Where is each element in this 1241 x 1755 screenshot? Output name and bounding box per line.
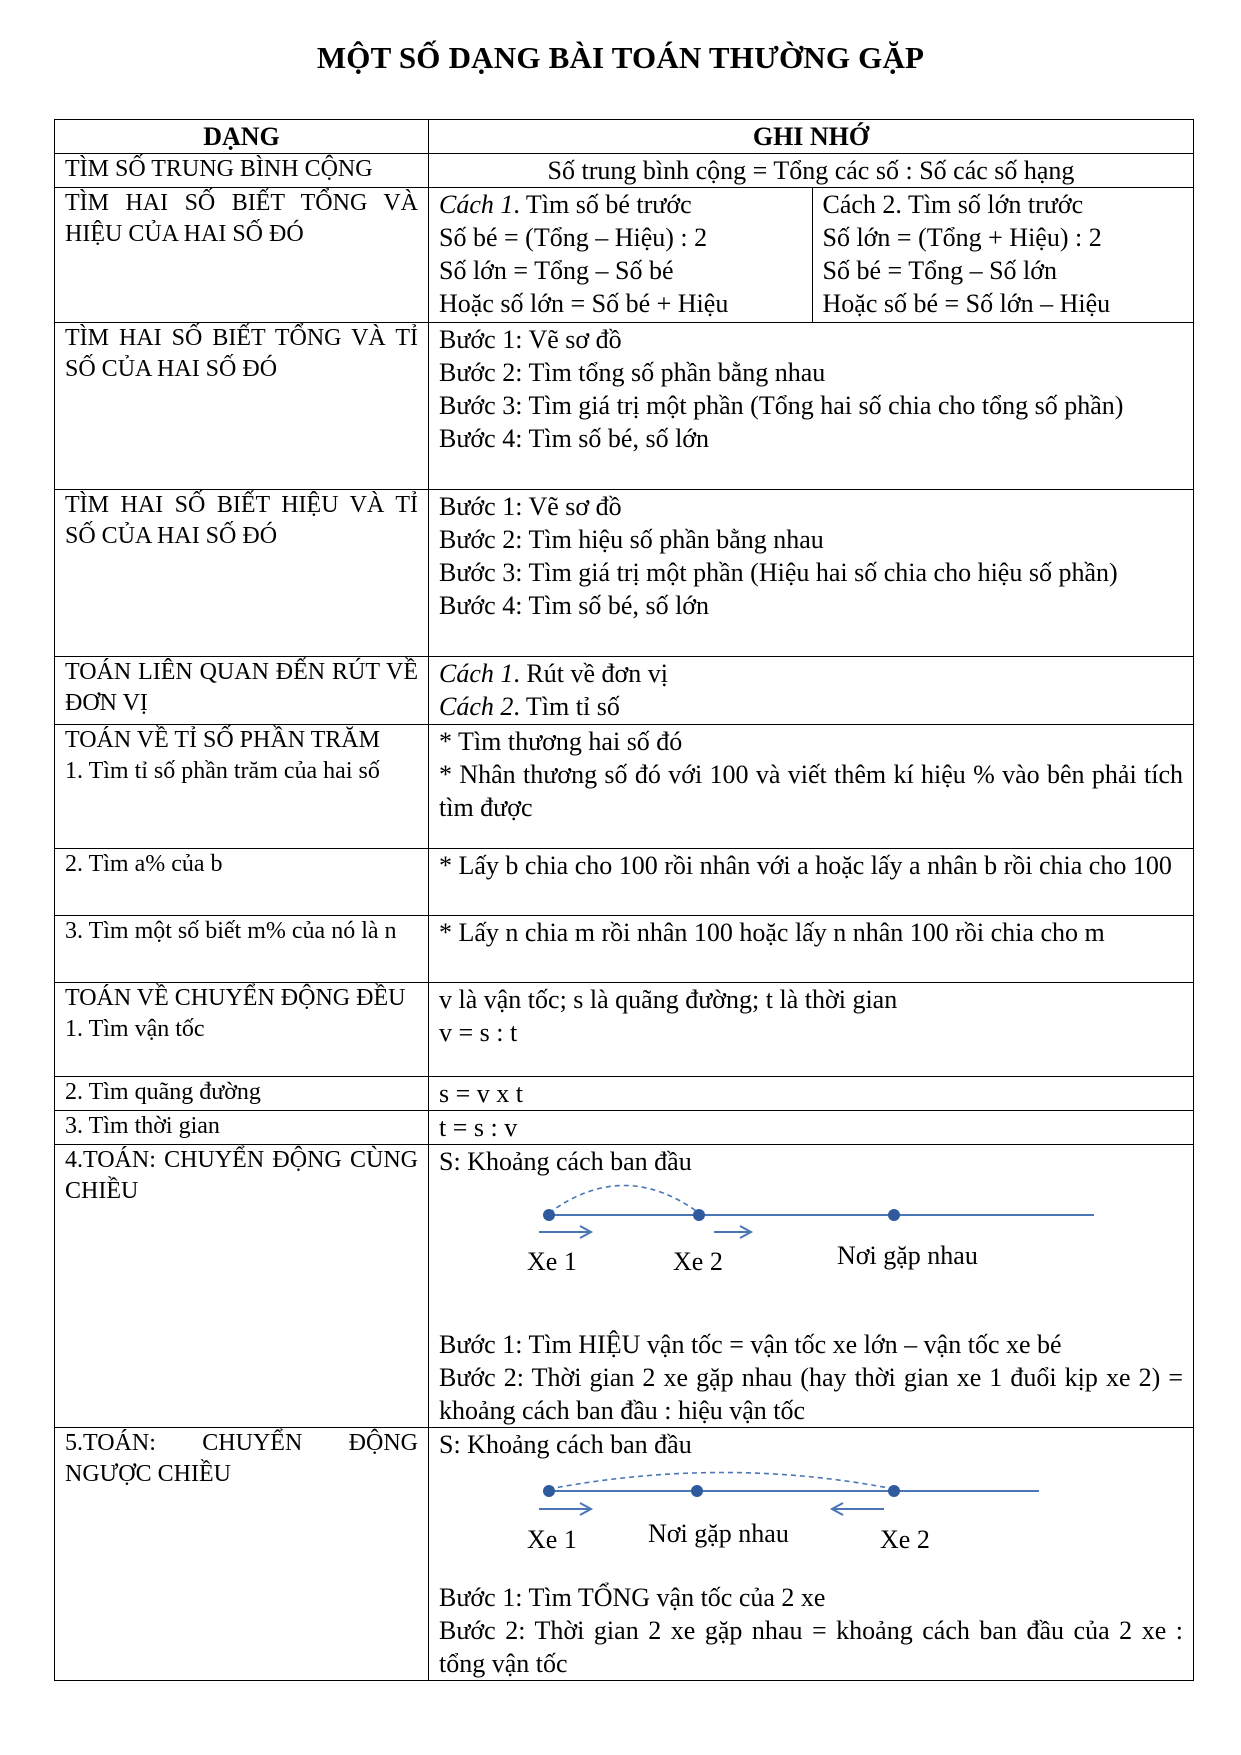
ghi-nho-cell: [429, 188, 1194, 323]
table-row: [55, 154, 1194, 188]
ghi-nho-cell: [429, 725, 1194, 849]
method-1-title: . Tìm số bé trước: [513, 190, 692, 219]
two-methods: [429, 188, 1193, 322]
dang-cell: 2. Tìm a% của b: [55, 849, 429, 916]
label-xe2: Xe 2: [673, 1247, 723, 1276]
label-xe2: Xe 2: [880, 1525, 930, 1554]
dang-cell: 3. Tìm một số biết m% của nó là n: [55, 916, 429, 983]
distance-arc: [549, 1186, 699, 1214]
table-row: [55, 1077, 1194, 1111]
header-ghi-nho: GHI NHỚ: [429, 120, 1194, 154]
table-row: [55, 725, 1194, 849]
arrow-right-icon: [539, 1503, 591, 1515]
ghi-nho-cell: [429, 490, 1194, 657]
distance-note: S: Khoảng cách ban đầu: [439, 1147, 692, 1176]
table-row: [55, 490, 1194, 657]
same-direction-diagram: [439, 1178, 1183, 1328]
summary-table: [54, 119, 1194, 1681]
formula: s = v x t: [429, 1077, 1194, 1111]
page-title: MỘT SỐ DẠNG BÀI TOÁN THƯỜNG GẶP: [316, 40, 925, 75]
xe2-dot: [693, 1209, 705, 1221]
ghi-nho-cell: * Lấy b chia cho 100 rồi nhân với a hoặc lấy a nhân b rồi chia cho 100: [429, 849, 1194, 916]
dang-cell: TÌM SỐ TRUNG BÌNH CỘNG: [55, 154, 429, 188]
dang-cell: [55, 983, 429, 1077]
dang-cell: TÌM HAI SỐ BIẾT TỔNG VÀ TỈ SỐ CỦA HAI SỐ ĐÓ: [55, 323, 429, 490]
table-row: [55, 1428, 1194, 1681]
label-xe1: Xe 1: [527, 1247, 577, 1276]
table-row: [55, 1145, 1194, 1428]
dang-cell: 3. Tìm thời gian: [55, 1111, 429, 1145]
step-2: Bước 2: Tìm hiệu số phần bằng nhau: [439, 525, 824, 554]
method-1-line: Số lớn = Tổng – Số bé: [439, 256, 674, 285]
label-meeting-point: Nơi gặp nhau: [648, 1519, 789, 1548]
ghi-nho-cell: [429, 1428, 1194, 1681]
table-row: [55, 657, 1194, 725]
method-2-label: Cách 2: [439, 692, 514, 721]
ghi-nho-cell: [429, 657, 1194, 725]
dang-heading: TOÁN VỀ CHUYỂN ĐỘNG ĐỀU: [65, 985, 406, 1011]
step-1: Bước 1: Vẽ sơ đồ: [439, 492, 622, 521]
method-1-line: Hoặc số lớn = Số bé + Hiệu: [439, 289, 729, 318]
table-row: [55, 323, 1194, 490]
table-header-row: [55, 120, 1194, 154]
distance-note: S: Khoảng cách ban đầu: [439, 1430, 692, 1459]
table-row: [55, 849, 1194, 916]
dang-subitem: 1. Tìm tỉ số phần trăm của hai số: [65, 758, 380, 784]
ghi-nho-cell: [429, 983, 1194, 1077]
dang-cell: [55, 725, 429, 849]
step-3: Bước 3: Tìm giá trị một phần (Tổng hai số chia cho tổng số phần): [439, 391, 1124, 420]
step-4: Bước 4: Tìm số bé, số lớn: [439, 591, 710, 620]
opposite-direction-diagram: [439, 1461, 1183, 1581]
dang-cell: 4.TOÁN: CHUYỂN ĐỘNG CÙNG CHIỀU: [55, 1145, 429, 1428]
step-2: Bước 2: Tìm tổng số phần bằng nhau: [439, 358, 826, 387]
note-line: * Nhân thương số đó với 100 và viết thêm kí hiệu % vào bên phải tích tìm được: [439, 760, 1183, 822]
diagram-drawing: [439, 1461, 1184, 1581]
method-2-line: Số bé = Tổng – Số lớn: [822, 256, 1058, 285]
step-3: Bước 3: Tìm giá trị một phần (Hiệu hai số chia cho hiệu số phần): [439, 558, 1118, 587]
method-1-label: Cách 1: [439, 190, 514, 219]
formula: v = s : t: [439, 1018, 518, 1047]
dang-cell: TÌM HAI SỐ BIẾT TỔNG VÀ HIỆU CỦA HAI SỐ ĐÓ: [55, 188, 429, 323]
table-row: [55, 1111, 1194, 1145]
ghi-nho-cell: [429, 323, 1194, 490]
step-2: Bước 2: Thời gian 2 xe gặp nhau = khoảng cách ban đầu của 2 xe : tổng vận tốc: [439, 1616, 1183, 1678]
ghi-nho-cell: * Lấy n chia m rồi nhân 100 hoặc lấy n nhân 100 rồi chia cho m: [429, 916, 1194, 983]
xe2-dot: [888, 1485, 900, 1497]
label-meeting-point: Nơi gặp nhau: [837, 1241, 978, 1270]
step-4: Bước 4: Tìm số bé, số lớn: [439, 424, 710, 453]
table-row: [55, 983, 1194, 1077]
dang-cell: TÌM HAI SỐ BIẾT HIỆU VÀ TỈ SỐ CỦA HAI SỐ ĐÓ: [55, 490, 429, 657]
dang-cell: 5.TOÁN: CHUYỂN ĐỘNG NGƯỢC CHIỀU: [55, 1428, 429, 1681]
method-2-title: Cách 2. Tìm số lớn trước: [822, 190, 1084, 219]
arrow-right-icon: [539, 1226, 591, 1238]
method-1-text: . Rút về đơn vị: [513, 659, 668, 688]
method-1-line: Số bé = (Tổng – Hiệu) : 2: [439, 223, 708, 252]
note-line: * Tìm thương hai số đó: [439, 727, 683, 756]
meeting-point-dot: [888, 1209, 900, 1221]
ghi-nho-cell: [429, 1145, 1194, 1428]
meeting-point-dot: [691, 1485, 703, 1497]
dang-cell: 2. Tìm quãng đường: [55, 1077, 429, 1111]
distance-arc: [549, 1473, 894, 1490]
header-dang: DẠNG: [55, 120, 429, 154]
step-1: Bước 1: Tìm TỔNG vận tốc của 2 xe: [439, 1583, 826, 1612]
method-2-line: Số lớn = (Tổng + Hiệu) : 2: [822, 223, 1102, 252]
method-2-line: Hoặc số bé = Số lớn – Hiệu: [822, 289, 1111, 318]
xe1-dot: [543, 1209, 555, 1221]
dang-cell: TOÁN LIÊN QUAN ĐẾN RÚT VỀ ĐƠN VỊ: [55, 657, 429, 725]
formula: t = s : v: [429, 1111, 1194, 1145]
step-1: Bước 1: Vẽ sơ đồ: [439, 325, 622, 354]
method-1-label: Cách 1: [439, 659, 514, 688]
xe1-dot: [543, 1485, 555, 1497]
method-2: [812, 188, 1193, 322]
label-xe1: Xe 1: [527, 1525, 577, 1554]
step-2: Bước 2: Thời gian 2 xe gặp nhau (hay thời gian xe 1 đuổi kịp xe 2) = khoảng cách ban đầu : hiệu vận tốc: [439, 1363, 1183, 1425]
dang-subitem: 1. Tìm vận tốc: [65, 1016, 205, 1042]
step-1: Bước 1: Tìm HIỆU vận tốc = vận tốc xe lớn – vận tốc xe bé: [439, 1330, 1062, 1359]
note-line: v là vận tốc; s là quãng đường; t là thời gian: [439, 985, 898, 1014]
dang-heading: TOÁN VỀ TỈ SỐ PHẦN TRĂM: [65, 727, 380, 753]
arrow-right-icon: [714, 1226, 751, 1238]
table-row: [55, 188, 1194, 323]
ghi-nho-cell: Số trung bình cộng = Tổng các số : Số các số hạng: [429, 154, 1194, 188]
arrow-left-icon: [832, 1503, 884, 1515]
method-1: [429, 188, 812, 322]
table-row: [55, 916, 1194, 983]
method-2-text: . Tìm tỉ số: [513, 692, 620, 721]
